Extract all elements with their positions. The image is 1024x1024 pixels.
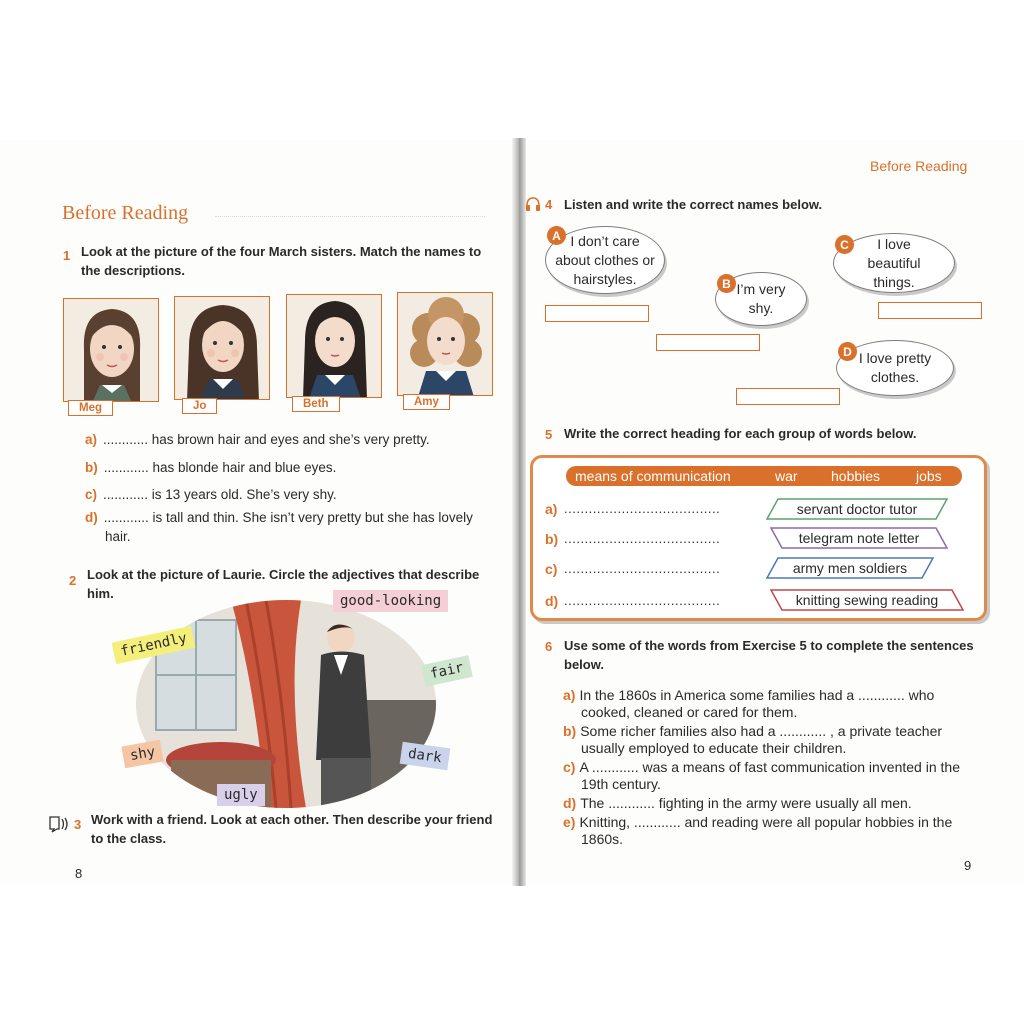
answer-box-c[interactable] <box>878 302 982 319</box>
amy-illustration <box>398 293 493 396</box>
ex1-instruction: Look at the picture of the four March sisters. Match the names to the descriptions. <box>81 244 482 278</box>
badge-a: A <box>547 226 566 245</box>
item-text: ............ is tall and thin. She isn’t very pretty but she has lovely hair. <box>103 510 473 544</box>
beth-illustration <box>287 295 382 398</box>
ex5-number: 5 <box>545 427 553 442</box>
ex5-instruction: Write the correct heading for each group of words below. <box>564 426 917 441</box>
ex2-instruction: Look at the picture of Laurie. Circle the adjectives that describe him. <box>87 567 480 601</box>
word-group-text: knitting sewing reading <box>795 592 939 608</box>
sentence-label: c) <box>563 759 576 775</box>
word-group-text: telegram note letter <box>798 530 920 546</box>
sentence-text: Some richer families also had a ............ , a private teacher usually employed to educate their children. <box>580 723 943 756</box>
speaking-icon <box>48 815 70 833</box>
item-text: ............ has blonde hair and blue eyes. <box>103 460 337 475</box>
item-label: c) <box>85 487 98 502</box>
ex6-sentence-a <box>563 687 975 721</box>
sentence-text: Knitting, ............ and reading were all popular hobbies in the 1860s. <box>579 814 953 847</box>
name-tag-jo: Jo <box>182 398 217 414</box>
title-rule <box>215 216 485 217</box>
item-text: ............ is 13 years old. She’s very shy. <box>103 487 337 502</box>
ex1-item-d <box>85 508 495 546</box>
section-title: Before Reading <box>62 202 189 224</box>
word-group-b <box>770 527 948 549</box>
adjective-friendly[interactable]: friendly <box>112 626 196 664</box>
adjective-good-looking[interactable]: good-looking <box>333 590 448 612</box>
adjective-ugly[interactable]: ugly <box>217 784 265 806</box>
item-label: d) <box>85 510 98 525</box>
portrait-jo <box>174 296 270 400</box>
word-group-c <box>766 557 934 579</box>
name-tag-beth: Beth <box>292 396 340 412</box>
adjective-fair[interactable]: fair <box>421 655 472 686</box>
ex5-dots-d: ...................................... <box>564 593 721 608</box>
page-number-left: 8 <box>75 866 83 881</box>
book-spine <box>512 138 526 886</box>
ex5-label-d: d) <box>545 593 559 609</box>
jo-illustration <box>175 297 270 400</box>
ex3-instruction: Work with a friend. Look at each other. Then describe your friend to the class. <box>91 812 493 846</box>
item-text: ............ has brown hair and eyes and she’s very pretty. <box>103 432 430 447</box>
sentence-label: e) <box>563 814 576 830</box>
sentence-label: a) <box>563 687 576 703</box>
word-group-d <box>770 589 964 611</box>
badge-c: C <box>835 235 854 254</box>
ex6-sentence-e <box>563 814 975 848</box>
portrait-amy <box>397 292 493 396</box>
adjective-shy[interactable]: shy <box>121 740 164 768</box>
ex1-item-b <box>85 458 490 477</box>
name-tag-amy: Amy <box>403 394 450 410</box>
heading-option: hobbies <box>831 468 881 484</box>
ex4-number: 4 <box>545 197 553 212</box>
ex6-number: 6 <box>545 639 553 654</box>
bubble-text: I don’t care about clothes or hairstyles. <box>555 232 655 287</box>
sentence-label: b) <box>563 723 577 739</box>
ex6-sentence-b <box>563 723 975 757</box>
badge-d: D <box>838 342 857 361</box>
answer-box-a[interactable] <box>545 305 649 322</box>
ex5-dots-b: ...................................... <box>564 531 721 546</box>
ex1-item-c <box>85 485 490 504</box>
ex6-sentence-d <box>563 795 975 812</box>
ex1-number: 1 <box>63 248 71 263</box>
heading-bar <box>566 466 962 486</box>
word-group-text: servant doctor tutor <box>796 501 918 517</box>
answer-box-b[interactable] <box>656 334 760 351</box>
meg-illustration <box>64 299 159 402</box>
name-tag-meg: Meg <box>68 400 113 416</box>
item-label: b) <box>85 460 98 475</box>
badge-b: B <box>717 274 736 293</box>
audio-icon <box>524 195 542 213</box>
heading-option: war <box>775 468 798 484</box>
running-head: Before Reading <box>870 158 968 174</box>
sentence-text: In the 1860s in America some families had a ............ who cooked, cleaned or cared for them. <box>579 687 935 720</box>
ex6-instruction: Use some of the words from Exercise 5 to complete the sentences below. <box>564 638 974 672</box>
heading-option: means of communication <box>575 468 731 484</box>
ex5-dots-c: ...................................... <box>564 561 721 576</box>
bubble-text: I’m very shy. <box>736 281 786 316</box>
heading-option: jobs <box>916 468 942 484</box>
portrait-meg <box>63 298 159 402</box>
sentence-label: d) <box>563 795 577 811</box>
ex6-sentence-c <box>563 759 975 793</box>
ex2-number: 2 <box>69 573 77 588</box>
ex3-number: 3 <box>74 817 82 832</box>
portrait-beth <box>286 294 382 398</box>
ex5-label-b: b) <box>545 531 559 547</box>
bubble-text: I love beautiful things. <box>867 235 921 290</box>
word-group-a <box>766 498 948 520</box>
ex5-label-a: a) <box>545 501 558 517</box>
ex5-label-c: c) <box>545 561 558 577</box>
adjective-dark[interactable]: dark <box>400 742 450 770</box>
page-number-right: 9 <box>964 858 972 873</box>
word-group-text: army men soldiers <box>792 560 908 576</box>
ex5-dots-a: ...................................... <box>564 501 721 516</box>
answer-box-d[interactable] <box>736 388 840 405</box>
bubble-text: I love pretty clothes. <box>858 350 932 385</box>
sentence-text: A ............ was a means of fast communication invented in the 19th century. <box>579 759 960 792</box>
ex4-instruction: Listen and write the correct names below. <box>564 197 823 212</box>
item-label: a) <box>85 432 98 447</box>
sentence-text: The ............ fighting in the army were usually all men. <box>580 795 912 811</box>
ex1-item-a <box>85 430 490 449</box>
